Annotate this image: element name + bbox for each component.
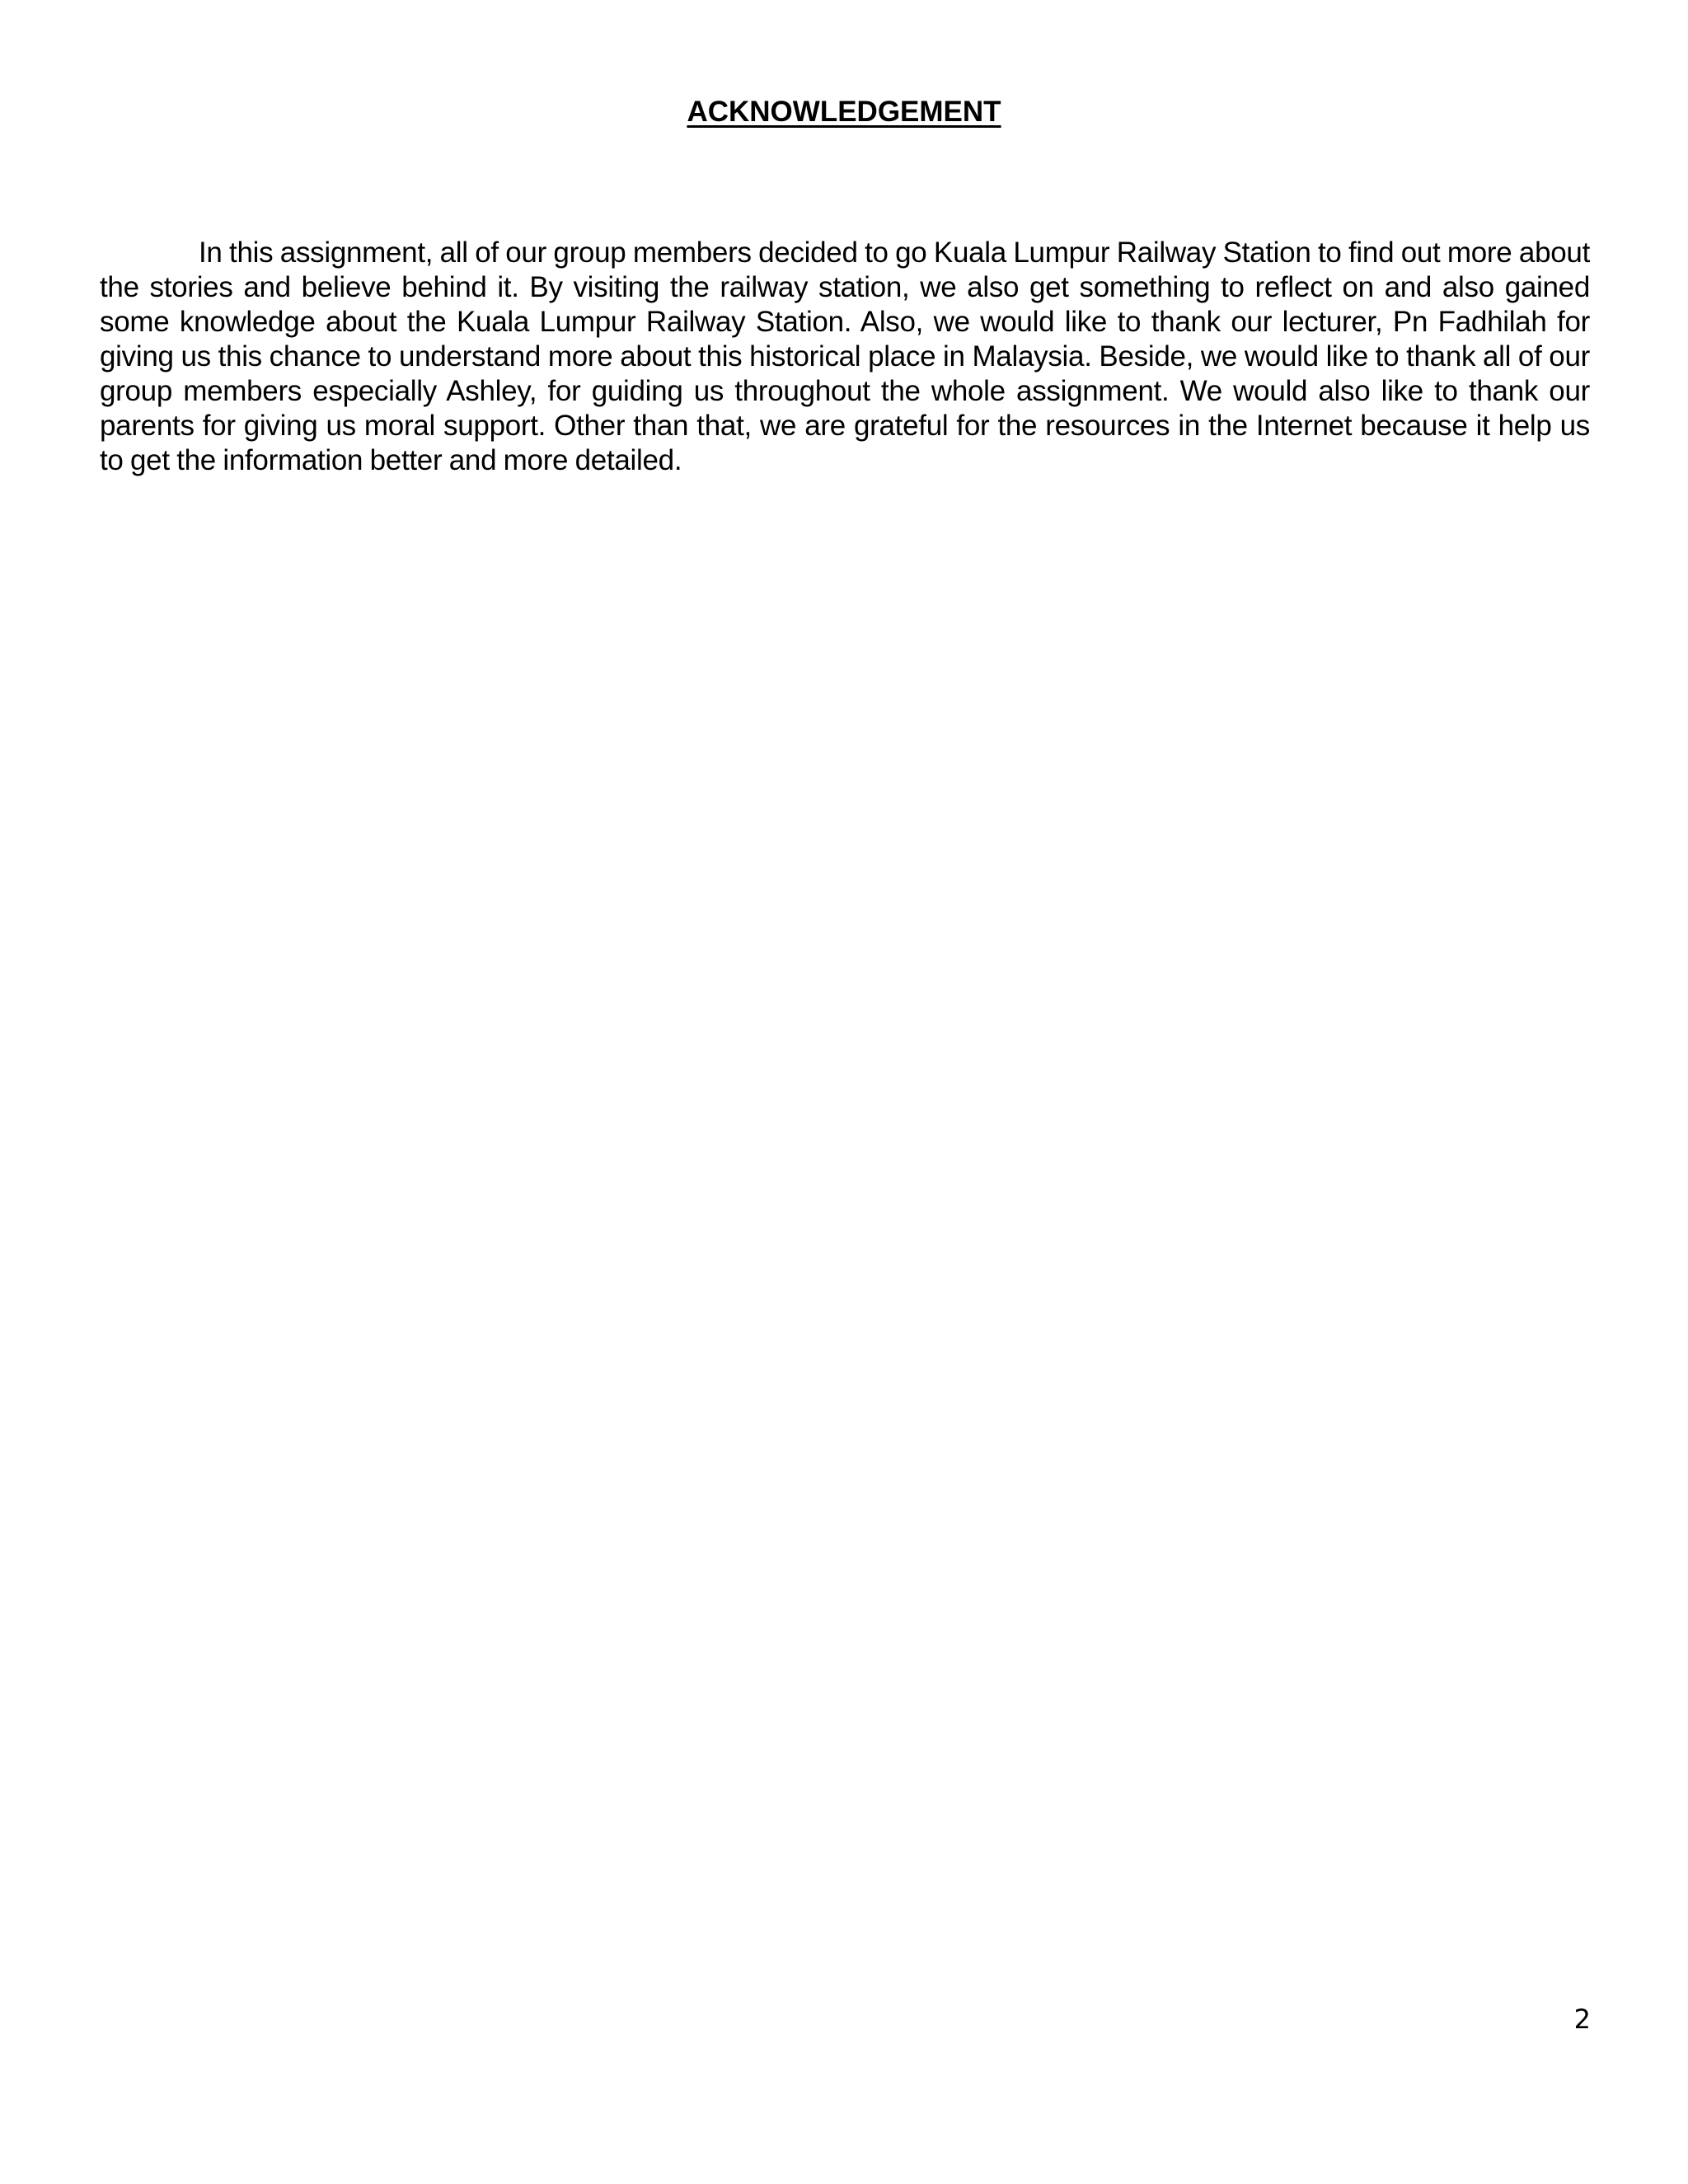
page-number: 2 [1573, 2004, 1591, 2035]
acknowledgement-paragraph: In this assignment, all of our group members decided to go Kuala Lumpur Railway Station to find out more about the stories and believe behind it. By visiting the railway station, we also get something to reflect on and also gained some knowledge about the Kuala Lumpur Railway Station. Also, we would like to thank our lecturer, Pn Fadhilah for giving us this chance to understand more about this historical place in Malaysia. Beside, we would like to thank all of our group members especially Ashley, for guiding us throughout the whole assignment. We would also like to thank our parents for giving us moral support. Other than that, we are grateful for the resources in the Internet because it help us to get the information better and more detailed. [100, 237, 1590, 476]
page-title: ACKNOWLEDGEMENT [687, 96, 1001, 128]
